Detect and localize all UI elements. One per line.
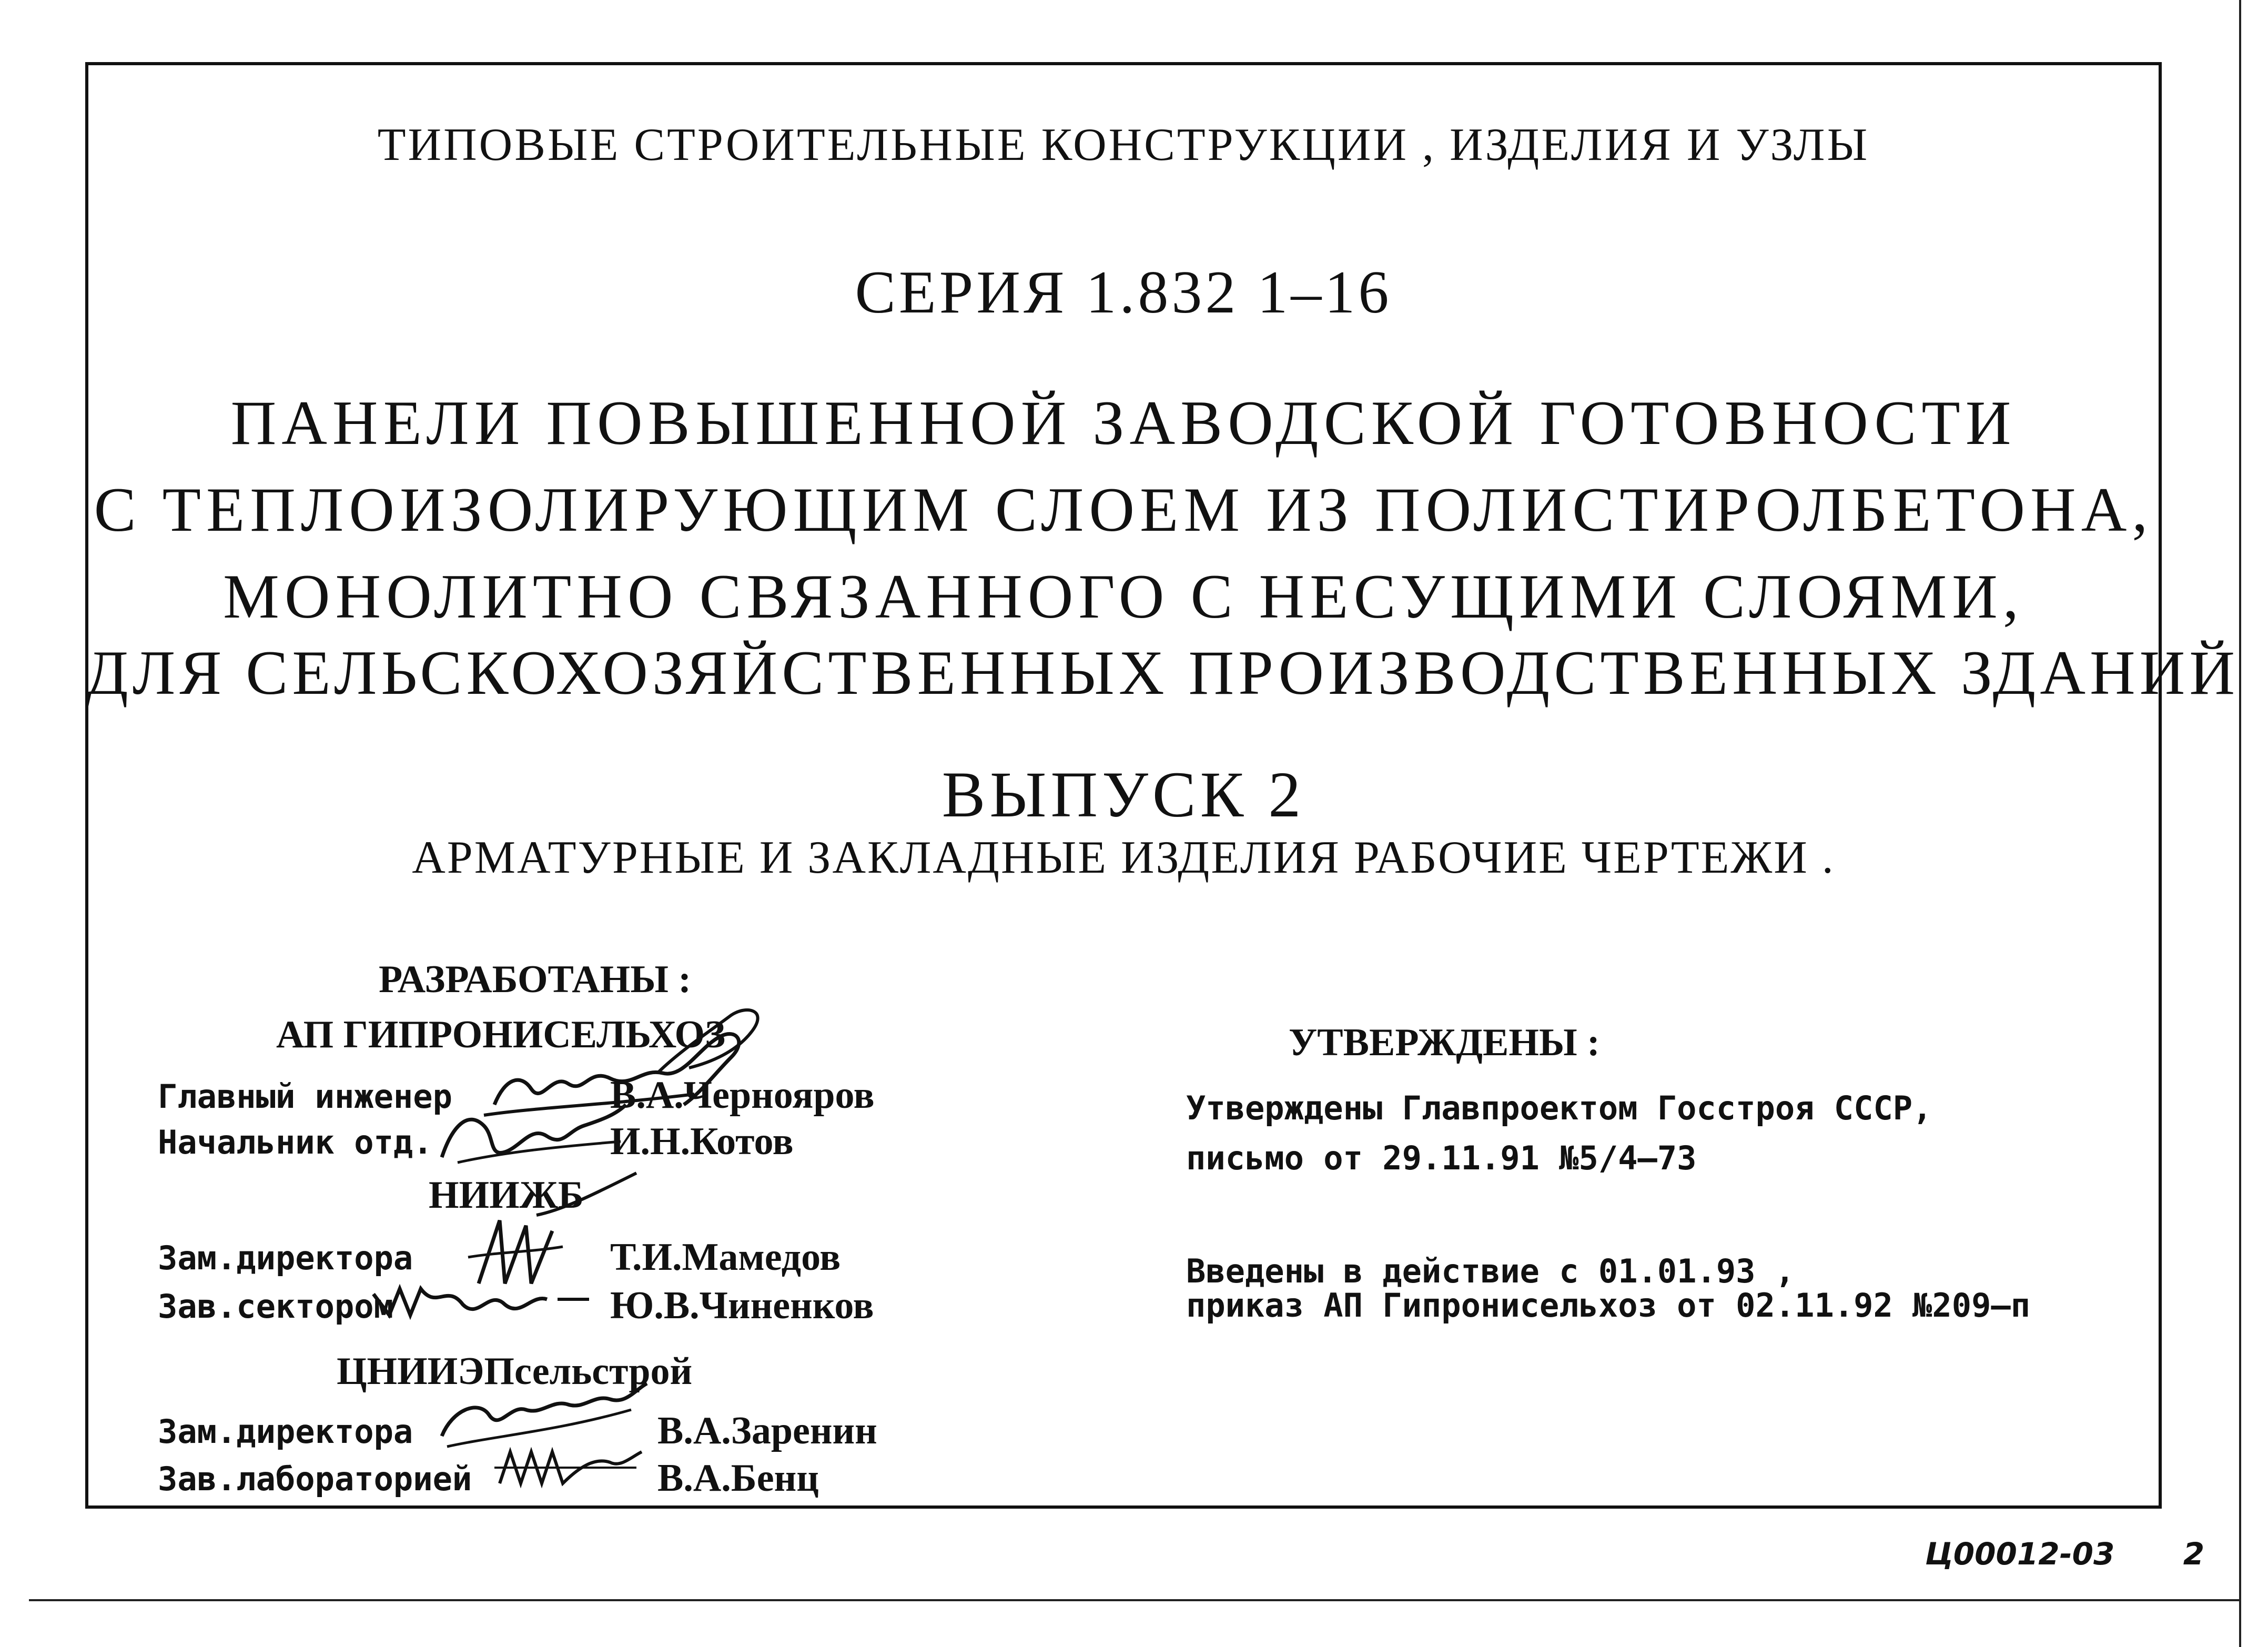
title-line-2: С ТЕПЛОИЗОЛИРУЮЩИМ СЛОЕМ ИЗ ПОЛИСТИРОЛБЕТОНА, [94,474,2153,544]
name-chinenkov: Ю.В.Чиненков [610,1284,874,1327]
name-zarenin: В.А.Заренин [657,1409,877,1452]
approved-line-1: Утверждены Главпроектом Госстроя СССР, [1186,1089,1932,1127]
approved-heading: УТВЕРЖДЕНЫ : [1289,1021,1600,1064]
approved-line-2: письмо от 29.11.91 №5/4–73 [1186,1139,1697,1177]
org-gipronselkhoz: АП ГИПРОНИСЕЛЬХОЗ [276,1013,726,1056]
title-line-3: МОНОЛИТНО СВЯЗАННОГО С НЕСУЩИМИ СЛОЯМИ, [223,561,2024,631]
signature-bents [489,1436,647,1499]
signature-gipronselkhoz-flourish [647,999,784,1084]
series-number: СЕРИЯ 1.832 1–16 [855,259,1392,326]
page-edge-line [2239,0,2241,1647]
signature-kotov [426,1094,636,1173]
developed-heading: РАЗРАБОТАНЫ : [379,958,692,1001]
document-code: Ц00012-03 [1925,1536,2115,1572]
approved-line-4: приказ АП Гипронисельхоз от 02.11.92 №209–п [1186,1286,2031,1325]
name-mamedov: Т.И.Мамедов [610,1236,841,1279]
page-number: 2 [2183,1536,2205,1572]
org-tsniiepselstroy: ЦНИИЭПсельстрой [337,1350,693,1393]
issue-number: ВЫПУСК 2 [941,759,1305,831]
role-chief-engineer: Главный инженер [158,1077,452,1116]
role-lab-head: Зав.лабораторией [158,1460,472,1498]
org-niizhb: НИИЖБ [429,1174,584,1217]
title-line-4: ДЛЯ СЕЛЬСКОХОЗЯЙСТВЕННЫХ ПРОИЗВОДСТВЕННЫХ ЗДАНИЙ [85,638,2239,708]
subtitle: АРМАТУРНЫЕ И ЗАКЛАДНЫЕ ИЗДЕЛИЯ РАБОЧИЕ ЧЕРТЕЖИ . [412,832,1835,883]
name-chernoyarov: В.А.Чернояров [610,1074,875,1117]
document-code-stamp [1925,1536,2204,1572]
role-deputy-director-1: Зам.директора [158,1239,413,1277]
role-sector-head: Зав.сектором [158,1287,393,1326]
name-kotov: И.Н.Котов [610,1120,794,1163]
signature-chinenkov [368,1268,600,1326]
series-header: ТИПОВЫЕ СТРОИТЕЛЬНЫЕ КОНСТРУКЦИИ , ИЗДЕЛИЯ И УЗЛЫ [377,119,1870,170]
title-line-1: ПАНЕЛИ ПОВЫШЕННОЙ ЗАВОДСКОЙ ГОТОВНОСТИ [230,388,2017,458]
role-dept-head: Начальник отд. [158,1123,433,1161]
approved-line-3: Введены в действие с 01.01.93 , [1186,1252,1795,1290]
page-bottom-line [29,1599,2239,1601]
name-bents: В.А.Бенц [657,1457,819,1500]
role-deputy-director-2: Зам.директора [158,1412,413,1451]
